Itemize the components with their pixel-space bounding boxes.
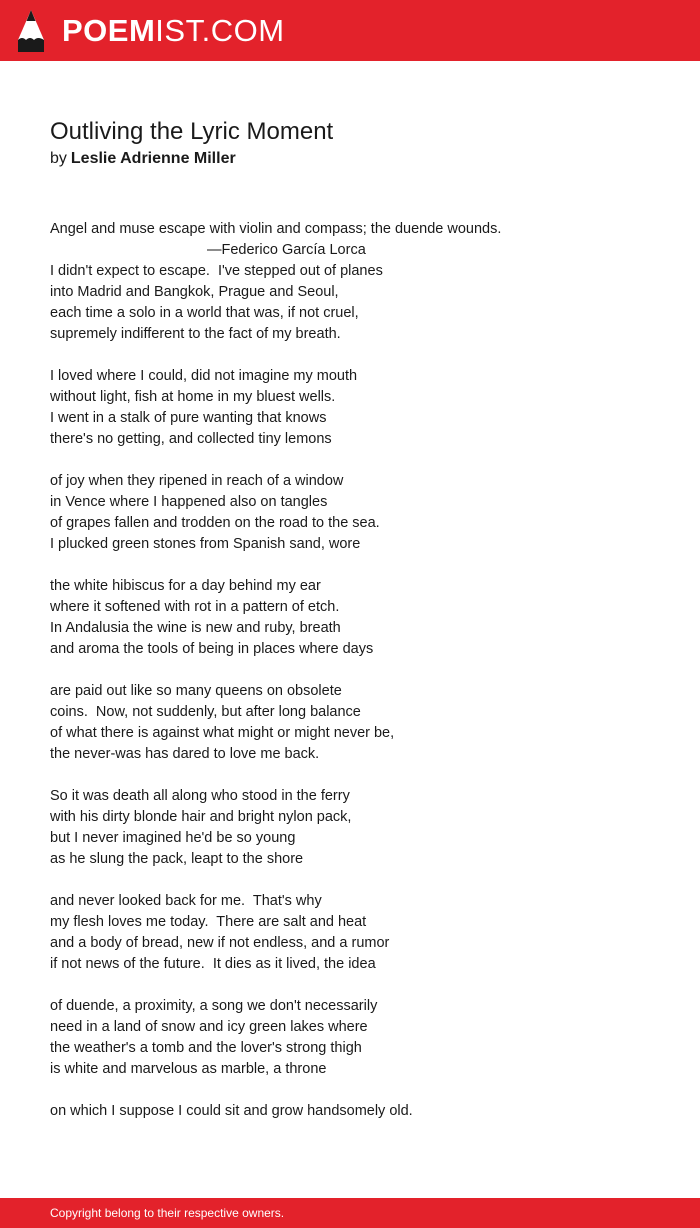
- stanza-break: [50, 345, 660, 366]
- poem-line: the weather's a tomb and the lover's strong thigh: [50, 1040, 362, 1056]
- poem-body: [50, 219, 660, 1122]
- poem-line: without light, fish at home in my bluest wells.: [50, 389, 336, 405]
- poem-line: my flesh loves me today. There are salt and heat: [50, 914, 367, 930]
- poem-line: is white and marvelous as marble, a throne: [50, 1061, 327, 1077]
- poem-line: there's no getting, and collected tiny lemons: [50, 431, 332, 447]
- poem-line: the white hibiscus for a day behind my ear: [50, 578, 321, 594]
- poem-line: into Madrid and Bangkok, Prague and Seoul,: [50, 284, 339, 300]
- poem-title: Outliving the Lyric Moment: [50, 118, 334, 145]
- stanza-break: [50, 555, 660, 576]
- author-name: Leslie Adrienne Miller: [70, 150, 236, 167]
- stanza-break: [50, 660, 660, 681]
- site-logo[interactable]: [62, 11, 285, 51]
- poem-line: of joy when they ripened in reach of a window: [50, 473, 344, 489]
- poem-line: with his dirty blonde hair and bright nylon pack,: [50, 809, 352, 825]
- poem-line: the never-was has dared to love me back.: [50, 746, 320, 762]
- pencil-logo-icon[interactable]: [17, 9, 45, 53]
- poem-line: where it softened with rot in a pattern of etch.: [50, 599, 340, 615]
- poem-line: of grapes fallen and trodden on the road to the sea.: [50, 515, 380, 531]
- poem-byline: [50, 148, 236, 170]
- site-footer: [0, 1198, 700, 1228]
- copyright-notice: Copyright belong to their respective owners.: [50, 1206, 285, 1220]
- poem-line: and a body of bread, new if not endless, and a rumor: [50, 935, 390, 951]
- by-label: by: [50, 150, 67, 167]
- site-header: [0, 0, 700, 61]
- poem-line: coins. Now, not suddenly, but after long balance: [50, 704, 361, 720]
- stanza-break: [50, 870, 660, 891]
- poem-line: as he slung the pack, leapt to the shore: [50, 851, 304, 867]
- poem-line: of duende, a proximity, a song we don't necessarily: [50, 998, 378, 1014]
- logo-bold-part: POEM: [62, 13, 156, 48]
- stanza-break: [50, 765, 660, 786]
- poem-line: of what there is against what might or might never be,: [50, 725, 395, 741]
- stanza-break: [50, 1080, 660, 1101]
- poem-line: need in a land of snow and icy green lakes where: [50, 1019, 368, 1035]
- poem-line: I plucked green stones from Spanish sand, wore: [50, 536, 361, 552]
- poem-line: supremely indifferent to the fact of my breath.: [50, 326, 341, 342]
- poem-line: In Andalusia the wine is new and ruby, breath: [50, 620, 341, 636]
- poem-line: in Vence where I happened also on tangles: [50, 494, 328, 510]
- poem-line: I went in a stalk of pure wanting that knows: [50, 410, 327, 426]
- stanza-break: [50, 975, 660, 996]
- poem-line: are paid out like so many queens on obsolete: [50, 683, 342, 699]
- poem-line: but I never imagined he'd be so young: [50, 830, 296, 846]
- poem-line: I didn't expect to escape. I've stepped out of planes: [50, 263, 383, 279]
- poem-line: if not news of the future. It dies as it lived, the idea: [50, 956, 376, 972]
- stanza-break: [50, 450, 660, 471]
- epigraph-attribution: —Federico García Lorca: [207, 242, 366, 258]
- poem-line: each time a solo in a world that was, if not cruel,: [50, 305, 359, 321]
- poem-line: and aroma the tools of being in places where days: [50, 641, 374, 657]
- poem-line: I loved where I could, did not imagine my mouth: [50, 368, 358, 384]
- logo-light-part: IST.COM: [155, 13, 285, 48]
- epigraph: Angel and muse escape with violin and compass; the duende wounds.: [50, 221, 502, 237]
- poem-line: on which I suppose I could sit and grow handsomely old.: [50, 1103, 413, 1119]
- poem-line: and never looked back for me. That's why: [50, 893, 322, 909]
- poem-line: So it was death all along who stood in the ferry: [50, 788, 350, 804]
